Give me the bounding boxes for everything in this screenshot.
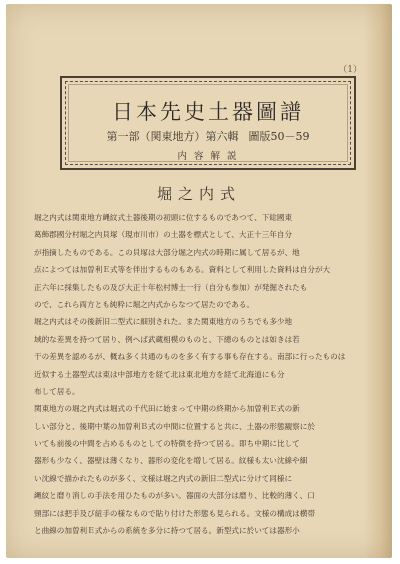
body-line: 点によつては加曽利Ｅ式等を伴出するものもある。資料として利用した資料は自分が大 xyxy=(34,265,331,275)
contents-label: 内 容 解 説 xyxy=(177,151,239,162)
body-text xyxy=(34,209,358,539)
paper-stain xyxy=(364,4,392,558)
body-line: 器形も少なく、器壁は薄くなり、器形の変化を増して居る。紋様も太い沈線や細 xyxy=(34,456,308,466)
title-frame xyxy=(60,76,356,170)
body-line: 葛飾郡國分村堀之内貝塚（現市川市）の土器を標式として、大正十三年自分 xyxy=(34,230,293,240)
body-line: 干の差異を認めるが、概ね多く共通のものを多く有する事も存在する。南部に行ったものは xyxy=(34,352,346,362)
page-number: （1） xyxy=(338,65,362,75)
series-label: 第一部（関東地方）第六輯 xyxy=(106,130,239,143)
body-line: い沈線で描かれたものが多く、文様は堀之内式の新旧二型式に分けて同様に xyxy=(34,473,293,483)
document-title: 日本先史土器圖譜 xyxy=(112,100,304,124)
plates-range: 圖版50－59 xyxy=(248,130,310,143)
body-line: が指摘したものである。この貝塚は大部分堀之内式の時期に属して居るが、地 xyxy=(34,247,300,257)
body-line: 頸部には把手及び紐手の様なもので貼り付けた形態も見られる。文様の構成は横帯 xyxy=(34,508,315,518)
body-line: 関東地方の堀之内式は堀式の千代田に始まって中期の終期から加曽利Ｅ式の新 xyxy=(34,404,300,414)
body-line: いても前後の中間を占めるものとしての特徴を持つて居る。即ち中期に比して xyxy=(34,439,300,449)
body-line: と曲線の加曽利Ｅ式からの系統を多分に持つて居る。新型式に於いては器形小 xyxy=(34,526,300,536)
body-line: 正六年に採集したもの及び大正十年松村博士一行（自分も参加）が発掘されたも xyxy=(34,282,308,292)
body-line: 域的な差異を持つて居り、例へば武蔵相模のものと、下總のものとは如きは若 xyxy=(34,334,300,344)
body-line: ので、これら両方とも純粋に堀之内式からなつて居たのである。 xyxy=(34,299,255,309)
body-line: 堀之内式は関東地方縄紋式土器後期の初頭に位するものであつて、下総國東 xyxy=(34,213,293,222)
body-line: 布して居る。 xyxy=(34,386,80,396)
document-subtitle xyxy=(62,128,354,144)
body-line: 堀之内式はその後新旧二型式に細別された。また関東地方のうちでも多少地 xyxy=(34,317,293,327)
body-line: 縄紋と磨り消しの手法を用ひたものが多い。器面の大部分は磨り、比較的薄く、口 xyxy=(34,491,315,501)
document-page xyxy=(6,4,392,558)
section-heading: 堀之内式 xyxy=(156,185,241,203)
body-line: 近似する土器型式は東は中部地方を経て北は東北地方を経て北海道にも分 xyxy=(34,369,285,379)
body-line: しい部分と、後期中葉の加曽利Ｂ式の中間に位置すると共に、土器の形態観察に於 xyxy=(34,421,315,431)
